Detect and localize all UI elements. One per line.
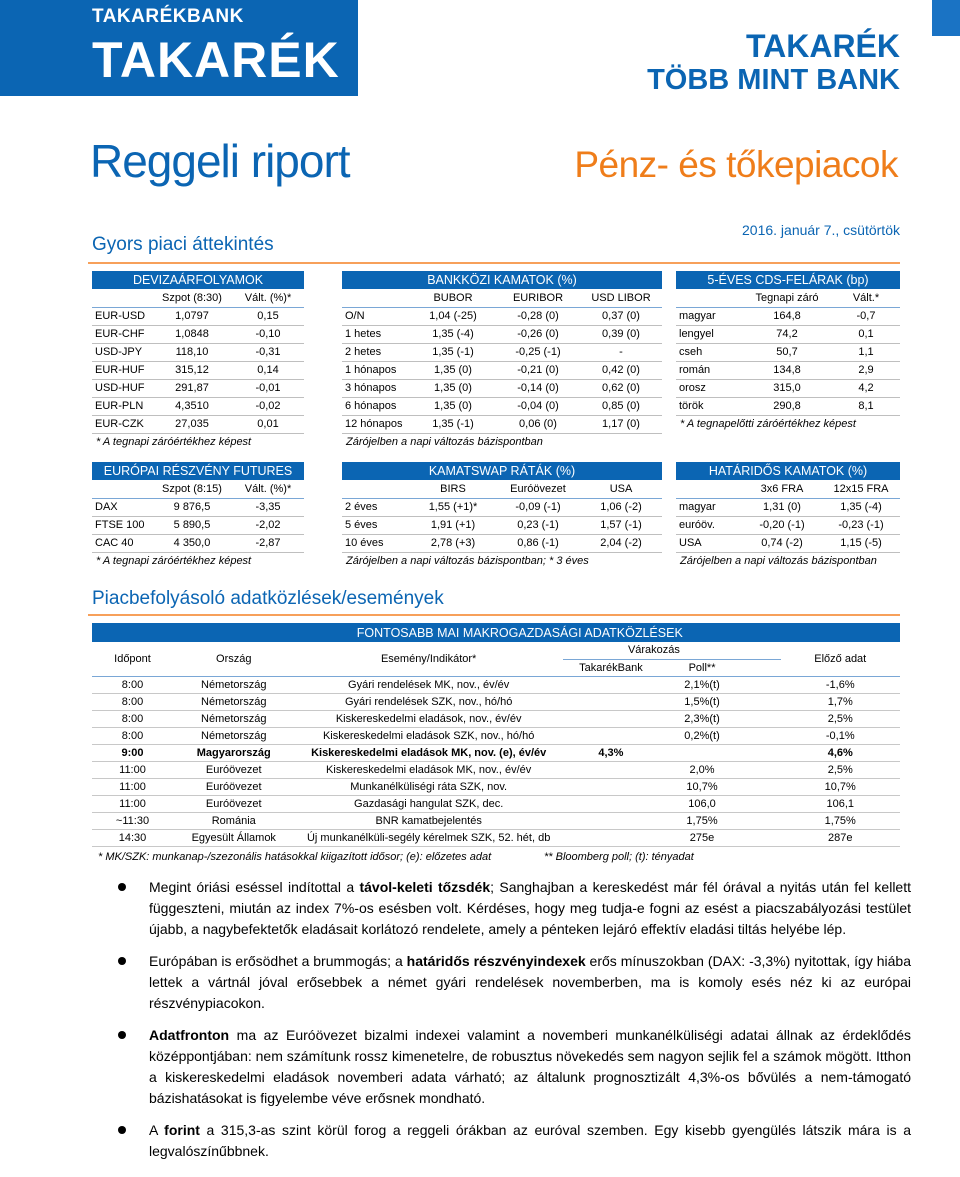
events-footnote-1: * MK/SZK: munkanap-/szezonális hatásokkal kiigazított idősor; (e): előzetes adat — [98, 851, 492, 863]
table-cell: Kiskereskedelmi eladások MK, nov. (e), év/év — [295, 744, 563, 761]
table-cell: -2,02 — [232, 516, 304, 534]
events-title: FONTOSABB MAI MAKROGAZDASÁGI ADATKÖZLÉSEK — [295, 623, 746, 642]
table-cell: 0,74 (-2) — [742, 534, 822, 552]
table-cell: Németország — [173, 693, 295, 710]
table-row — [342, 534, 662, 552]
table-cell: 10,7% — [659, 778, 745, 795]
table-cell: Kiskereskedelmi eladások MK, nov., év/év — [295, 761, 563, 778]
table-cell: 1,75% — [781, 812, 901, 829]
table-cell — [745, 795, 780, 812]
table-cell: 0,62 (0) — [580, 379, 662, 397]
table-cell — [563, 676, 659, 693]
table-cell — [745, 778, 780, 795]
table-cell: 275e — [659, 829, 745, 846]
table-cell — [563, 710, 659, 727]
interbank-col-euribor: EURIBOR — [496, 289, 580, 307]
table-cell: 3 hónapos — [342, 379, 410, 397]
table-cell: 1,91 (+1) — [410, 516, 496, 534]
bullet-icon — [118, 957, 126, 965]
table-cell: Németország — [173, 727, 295, 744]
table-cell: Egyesült Államok — [173, 829, 295, 846]
table-cell: Munkanélküliségi ráta SZK, nov. — [295, 778, 563, 795]
table-cell: ~11:30 — [92, 812, 173, 829]
table-cell: O/N — [342, 307, 410, 325]
table-cell: 9 876,5 — [152, 498, 232, 516]
table-cell: 1,35 (0) — [410, 361, 496, 379]
table-cell: USD-JPY — [92, 343, 152, 361]
table-cell: 4,6% — [781, 744, 901, 761]
table-cell: 315,0 — [742, 379, 832, 397]
overview-heading: Gyors piaci áttekintés — [92, 234, 274, 255]
table-cell: 0,2%(t) — [659, 727, 745, 744]
table-cell: EUR-USD — [92, 307, 152, 325]
bullet-icon — [118, 1126, 126, 1134]
table-cell: -0,20 (-1) — [742, 516, 822, 534]
futures-table — [92, 462, 304, 553]
fx-col1: Szpot (8:30) — [152, 289, 232, 307]
futures-col2: Vált. (%)* — [232, 480, 304, 498]
table-row — [676, 498, 900, 516]
interbank-table — [342, 271, 662, 434]
interbank-note: Zárójelben a napi változás bázispontban — [346, 436, 543, 448]
fx-note: * A tegnapi záróértékhez képest — [96, 436, 252, 448]
forward-col1: 3x6 FRA — [742, 480, 822, 498]
logo-top-text: TAKARÉKBANK — [92, 6, 244, 27]
table-cell: 1,35 (0) — [410, 379, 496, 397]
table-cell: Euróövezet — [173, 795, 295, 812]
fx-col2: Vált. (%)* — [232, 289, 304, 307]
table-cell: 1,31 (0) — [742, 498, 822, 516]
events-col-bank: TakarékBank — [563, 659, 659, 676]
table-cell: 106,0 — [659, 795, 745, 812]
table-cell: Kiskereskedelmi eladások, nov., év/év — [295, 710, 563, 727]
events-table — [92, 623, 900, 847]
table-cell — [745, 727, 780, 744]
takarekbank-logo — [0, 0, 358, 96]
table-row — [676, 325, 900, 343]
table-cell: cseh — [676, 343, 742, 361]
table-row — [92, 710, 900, 727]
table-cell: Kiskereskedelmi eladások SZK, nov., hó/hó — [295, 727, 563, 744]
table-cell — [745, 812, 780, 829]
table-cell: 4,3% — [563, 744, 659, 761]
table-row — [342, 516, 662, 534]
header — [0, 0, 960, 100]
table-cell — [563, 778, 659, 795]
table-cell: -1,6% — [781, 676, 901, 693]
table-row — [92, 343, 304, 361]
table-cell: 118,10 — [152, 343, 232, 361]
events-col-event: Esemény/Indikátor* — [295, 642, 563, 676]
events-col-prev: Előző adat — [781, 642, 901, 676]
table-cell: 1,1 — [832, 343, 900, 361]
table-cell — [745, 829, 780, 846]
table-cell: USD-HUF — [92, 379, 152, 397]
table-cell — [563, 727, 659, 744]
table-row — [92, 325, 304, 343]
table-cell: -0,14 (0) — [496, 379, 580, 397]
table-cell: 9:00 — [92, 744, 173, 761]
cds-note: * A tegnapelőtti záróértékhez képest — [680, 418, 856, 430]
table-cell — [745, 676, 780, 693]
table-cell: 8:00 — [92, 676, 173, 693]
table-row — [342, 498, 662, 516]
table-cell: 4,3510 — [152, 397, 232, 415]
table-cell: 0,15 — [232, 307, 304, 325]
cds-title: 5-ÉVES CDS-FELÁRAK (bp) — [676, 271, 900, 289]
table-row — [92, 307, 304, 325]
table-row — [92, 379, 304, 397]
table-cell: EUR-CHF — [92, 325, 152, 343]
table-cell: -0,02 — [232, 397, 304, 415]
table-cell: - — [580, 343, 662, 361]
table-cell: 1,04 (-25) — [410, 307, 496, 325]
table-cell: 1,0848 — [152, 325, 232, 343]
table-cell: Románia — [173, 812, 295, 829]
table-cell: 291,87 — [152, 379, 232, 397]
table-cell: 0,86 (-1) — [496, 534, 580, 552]
logo-main-text: TAKARÉK — [92, 32, 340, 88]
table-cell: 6 hónapos — [342, 397, 410, 415]
table-cell: CAC 40 — [92, 534, 152, 552]
table-cell: 8:00 — [92, 727, 173, 744]
table-cell: 2,9 — [832, 361, 900, 379]
page-title: Reggeli riport — [90, 135, 350, 187]
table-cell: 4,2 — [832, 379, 900, 397]
table-cell: 12 hónapos — [342, 415, 410, 433]
table-row — [342, 415, 662, 433]
list-item: Megint óriási eséssel indítottal a távol-keleti tőzsdék; Sanghajban a kereskedést már fél órával a nyitás után fel kellett függeszteni, miután az index 7%-os esésben volt. Kérdéses, hogy meg tudja-e fogni az esést a piacszabályozási testület újabb, a nagybefektetők eladásait korlátozó rendelete, amely a pénteken lejáró effektív eladási tiltás helyébe lép. — [118, 877, 911, 940]
table-cell — [563, 693, 659, 710]
table-cell: DAX — [92, 498, 152, 516]
table-cell: -0,31 — [232, 343, 304, 361]
futures-title: EURÓPAI RÉSZVÉNY FUTURES — [92, 462, 304, 480]
table-row — [92, 727, 900, 744]
table-cell: 1,35 (0) — [410, 397, 496, 415]
table-cell: 2,5% — [781, 761, 901, 778]
table-cell: Új munkanélküli-segély kérelmek SZK, 52. hét, db — [295, 829, 563, 846]
table-cell: 1,55 (+1)* — [410, 498, 496, 516]
table-cell: 0,85 (0) — [580, 397, 662, 415]
table-row — [676, 397, 900, 415]
interbank-col-libor: USD LIBOR — [580, 289, 662, 307]
futures-note: * A tegnapi záróértékhez képest — [96, 555, 252, 567]
cds-col1: Tegnapi záró — [742, 289, 832, 307]
table-row — [676, 307, 900, 325]
table-cell: 2,3%(t) — [659, 710, 745, 727]
table-cell: 27,035 — [152, 415, 232, 433]
table-cell: 8:00 — [92, 710, 173, 727]
table-row — [342, 343, 662, 361]
table-cell: 4 350,0 — [152, 534, 232, 552]
table-cell: Magyarország — [173, 744, 295, 761]
table-cell: magyar — [676, 498, 742, 516]
table-cell — [745, 761, 780, 778]
table-cell: -0,1% — [781, 727, 901, 744]
table-cell: 290,8 — [742, 397, 832, 415]
table-cell: 10 éves — [342, 534, 410, 552]
table-row — [342, 361, 662, 379]
table-cell: 11:00 — [92, 778, 173, 795]
table-cell: 1,57 (-1) — [580, 516, 662, 534]
table-cell: 5 éves — [342, 516, 410, 534]
slogan-line1: TAKARÉK — [745, 28, 900, 64]
table-cell: 5 890,5 — [152, 516, 232, 534]
table-cell: Gazdasági hangulat SZK, dec. — [295, 795, 563, 812]
events-col-time: Időpont — [92, 642, 173, 676]
table-cell: euróöv. — [676, 516, 742, 534]
table-row — [676, 343, 900, 361]
forward-note: Zárójelben a napi változás bázispontban — [680, 555, 877, 567]
events-footnote-2: ** Bloomberg poll; (t): tényadat — [544, 851, 694, 863]
divider — [88, 614, 900, 616]
list-item: Adatfronton ma az Euróövezet bizalmi indexei valamint a novemberi munkanélküliségi adatai állnak az érdeklődés középpontjában: nem számítunk rossz kimenetelre, de robusztus növekedés sem nagyon sejlik fel a számok mögött. Itthon a kiskereskedelmi eladások novemberi adata várható; az általunk prognosztizált 4,3%-os bővülés a nem-támogató bázishatásokat is figyelembe véve erősnek mondható. — [118, 1025, 911, 1109]
interbank-col-bubor: BUBOR — [410, 289, 496, 307]
table-cell: 74,2 — [742, 325, 832, 343]
table-cell: USA — [676, 534, 742, 552]
forward-title: HATÁRIDŐS KAMATOK (%) — [676, 462, 900, 480]
table-row — [92, 693, 900, 710]
list-item: Európában is erősödhet a brummogás; a határidős részvényindexek erős mínuszokban (DAX: -3,3%) nyitottak, így hiába lettek a vártnál jóval erősebbek a német gyári rendelések novemberben, ma is komoly esés néz ki az európai részvénypiacokon. — [118, 951, 911, 1014]
table-cell: 1,0797 — [152, 307, 232, 325]
table-cell — [563, 812, 659, 829]
table-cell: 287e — [781, 829, 901, 846]
bullet-icon — [118, 883, 126, 891]
table-cell: Gyári rendelések SZK, nov., hó/hó — [295, 693, 563, 710]
table-cell: török — [676, 397, 742, 415]
table-cell: Euróövezet — [173, 778, 295, 795]
fx-table — [92, 271, 304, 434]
table-cell: -0,26 (0) — [496, 325, 580, 343]
table-cell: 1,7% — [781, 693, 901, 710]
table-row — [92, 778, 900, 795]
table-cell: 1,5%(t) — [659, 693, 745, 710]
table-cell — [563, 829, 659, 846]
table-cell — [563, 761, 659, 778]
swap-col-usa: USA — [580, 480, 662, 498]
table-cell: BNR kamatbejelentés — [295, 812, 563, 829]
table-cell: -0,28 (0) — [496, 307, 580, 325]
table-cell — [745, 710, 780, 727]
events-col-poll: Poll** — [659, 659, 745, 676]
table-row — [92, 676, 900, 693]
table-row — [342, 307, 662, 325]
table-row — [92, 498, 304, 516]
table-cell: román — [676, 361, 742, 379]
table-cell: 11:00 — [92, 761, 173, 778]
table-row — [92, 397, 304, 415]
fx-title: DEVIZAÁRFOLYAMOK — [92, 271, 304, 289]
table-cell: -0,7 — [832, 307, 900, 325]
table-cell: 106,1 — [781, 795, 901, 812]
table-cell: 0,23 (-1) — [496, 516, 580, 534]
table-row — [676, 361, 900, 379]
table-row — [92, 761, 900, 778]
table-cell: 0,01 — [232, 415, 304, 433]
table-row — [92, 361, 304, 379]
table-row — [342, 397, 662, 415]
table-cell: Németország — [173, 710, 295, 727]
table-cell — [745, 744, 780, 761]
table-row — [92, 812, 900, 829]
table-cell: 1 hetes — [342, 325, 410, 343]
table-cell: 1,35 (-4) — [822, 498, 900, 516]
table-cell: 1,35 (-1) — [410, 343, 496, 361]
table-cell: 0,14 — [232, 361, 304, 379]
table-cell: 134,8 — [742, 361, 832, 379]
table-cell: 11:00 — [92, 795, 173, 812]
table-cell: EUR-CZK — [92, 415, 152, 433]
futures-col1: Szpot (8:15) — [152, 480, 232, 498]
swap-table — [342, 462, 662, 553]
forward-table — [676, 462, 900, 553]
table-cell: EUR-PLN — [92, 397, 152, 415]
table-cell: 50,7 — [742, 343, 832, 361]
table-cell: 0,42 (0) — [580, 361, 662, 379]
table-cell: 1,17 (0) — [580, 415, 662, 433]
table-cell: -3,35 — [232, 498, 304, 516]
commentary-list — [118, 877, 911, 1173]
table-cell: 1,15 (-5) — [822, 534, 900, 552]
table-row — [342, 379, 662, 397]
table-cell: 8,1 — [832, 397, 900, 415]
table-cell: 0,06 (0) — [496, 415, 580, 433]
table-row — [92, 516, 304, 534]
table-cell: -2,87 — [232, 534, 304, 552]
table-cell: Németország — [173, 676, 295, 693]
table-cell: 1,75% — [659, 812, 745, 829]
table-cell — [659, 744, 745, 761]
table-row — [92, 415, 304, 433]
table-cell: -0,10 — [232, 325, 304, 343]
table-cell: lengyel — [676, 325, 742, 343]
corner-square-icon — [932, 0, 960, 36]
table-row — [92, 829, 900, 846]
table-cell: 2,0% — [659, 761, 745, 778]
table-cell: EUR-HUF — [92, 361, 152, 379]
divider — [88, 262, 900, 264]
bullet-icon — [118, 1031, 126, 1039]
table-cell: 0,1 — [832, 325, 900, 343]
table-cell: 315,12 — [152, 361, 232, 379]
table-cell: Gyári rendelések MK, nov., év/év — [295, 676, 563, 693]
table-cell: 2 éves — [342, 498, 410, 516]
cds-col2: Vált.* — [832, 289, 900, 307]
table-cell: 0,39 (0) — [580, 325, 662, 343]
table-row — [676, 516, 900, 534]
forward-col2: 12x15 FRA — [822, 480, 900, 498]
table-row — [676, 379, 900, 397]
table-cell: 2,1%(t) — [659, 676, 745, 693]
table-cell: 1,35 (-1) — [410, 415, 496, 433]
table-cell: magyar — [676, 307, 742, 325]
cds-table — [676, 271, 900, 416]
table-row — [676, 534, 900, 552]
table-row — [342, 325, 662, 343]
list-item: A forint a 315,3-as szint körül forog a reggeli órákban az euróval szemben. Egy kisebb gyengülés látszik mára is a legvalószínűbbnek. — [118, 1120, 911, 1162]
table-cell: -0,25 (-1) — [496, 343, 580, 361]
table-row — [92, 534, 304, 552]
table-cell: -0,09 (-1) — [496, 498, 580, 516]
events-col-expect: Várakozás — [563, 642, 745, 659]
table-cell: 1 hónapos — [342, 361, 410, 379]
swap-col-euro: Euróövezet — [496, 480, 580, 498]
table-cell: -0,23 (-1) — [822, 516, 900, 534]
table-row — [92, 795, 900, 812]
table-cell: 2,78 (+3) — [410, 534, 496, 552]
swap-col-birs: BIRS — [410, 480, 496, 498]
table-cell — [745, 693, 780, 710]
report-date: 2016. január 7., csütörtök — [742, 222, 900, 238]
page-subtitle: Pénz- és tőkepiacok — [574, 144, 898, 185]
table-row — [92, 744, 900, 761]
table-cell: 164,8 — [742, 307, 832, 325]
table-cell: 0,37 (0) — [580, 307, 662, 325]
events-col-country: Ország — [173, 642, 295, 676]
table-cell: orosz — [676, 379, 742, 397]
table-cell — [563, 795, 659, 812]
table-cell: 10,7% — [781, 778, 901, 795]
table-cell: 2,04 (-2) — [580, 534, 662, 552]
table-cell: 1,35 (-4) — [410, 325, 496, 343]
table-cell: FTSE 100 — [92, 516, 152, 534]
table-cell: 14:30 — [92, 829, 173, 846]
events-heading: Piacbefolyásoló adatközlések/események — [92, 588, 444, 609]
table-cell: 2 hetes — [342, 343, 410, 361]
table-cell: Euróövezet — [173, 761, 295, 778]
swap-title: KAMATSWAP RÁTÁK (%) — [342, 462, 662, 480]
table-cell: 2,5% — [781, 710, 901, 727]
swap-note: Zárójelben a napi változás bázispontban; * 3 éves — [346, 555, 589, 567]
table-cell: 8:00 — [92, 693, 173, 710]
table-cell: -0,04 (0) — [496, 397, 580, 415]
slogan-line2: TÖBB MINT BANK — [647, 64, 900, 96]
table-cell: -0,01 — [232, 379, 304, 397]
interbank-title: BANKKÖZI KAMATOK (%) — [342, 271, 662, 289]
table-cell: -0,21 (0) — [496, 361, 580, 379]
table-cell: 1,06 (-2) — [580, 498, 662, 516]
